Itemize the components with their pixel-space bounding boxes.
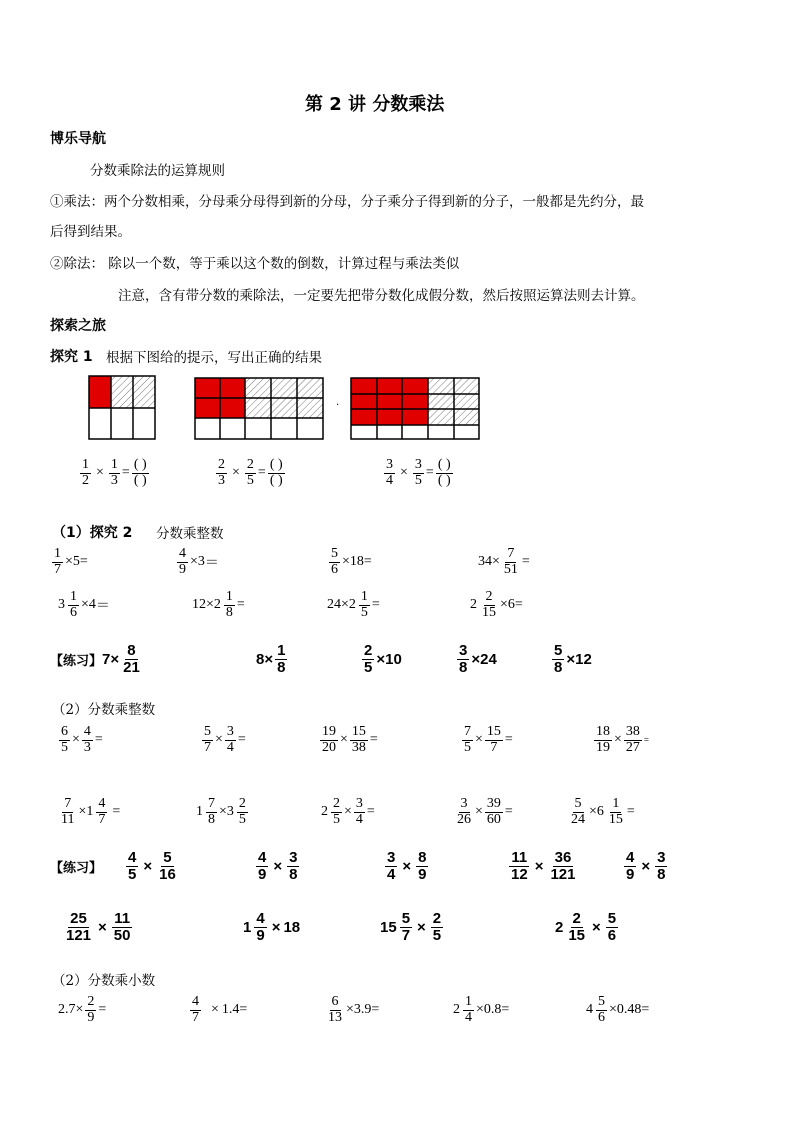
problem: $\frac{19}{20}$ × $\frac{15}{38}$ = bbox=[322, 724, 378, 755]
section-heading-guide: 博乐导航 bbox=[50, 131, 106, 147]
problem: $\frac{1}{7}$ × 5 = bbox=[54, 546, 88, 577]
rule-division: ②除法： 除以一个数，等于乘以这个数的倒数，计算过程与乘法类似 bbox=[50, 256, 460, 272]
problem: $\frac{5}{6}$ × 18 = bbox=[331, 546, 372, 577]
section1-label: （1）探究 2 bbox=[52, 525, 133, 541]
problem: $\frac{4}{9}$ × 3 ＝ bbox=[179, 546, 219, 577]
problem: $\frac{3}{4}$ × $\frac{8}{9}$ bbox=[387, 849, 427, 883]
problem: 1 $\frac{7}{8}$ × 3 $\frac{2}{5}$ bbox=[196, 796, 246, 827]
problem: $\frac{5}{8}$ × 12 bbox=[554, 642, 592, 676]
problem: $\frac{5}{24}$ × 6 $\frac{1}{15}$ = bbox=[571, 796, 635, 827]
problem: 4 $\frac{5}{6}$ × 0.48 = bbox=[586, 994, 650, 1025]
problem: $\frac{6}{13}$ × 3.9 = bbox=[328, 994, 380, 1025]
problem: 24 × 2 $\frac{1}{5}$ = bbox=[327, 589, 380, 620]
problem: $\frac{11}{12}$ × $\frac{36}{121}$ bbox=[511, 849, 576, 883]
section2-label: （2）分数乘整数 bbox=[52, 702, 156, 718]
problem: $\frac{18}{19}$ × $\frac{38}{27}$ = bbox=[596, 724, 649, 755]
problem: $\frac{5}{7}$ × $\frac{3}{4}$ = bbox=[204, 724, 246, 755]
fraction-grid-3 bbox=[350, 377, 482, 441]
problem: 2 $\frac{2}{5}$ × $\frac{3}{4}$ = bbox=[321, 796, 375, 827]
problem: 8 × $\frac{1}{8}$ bbox=[256, 642, 286, 676]
explore1-text: 根据下图给的提示，写出正确的结果 bbox=[106, 350, 322, 366]
problem: 1 $\frac{4}{9}$ × 18 bbox=[243, 910, 301, 944]
problem: $\frac{4}{9}$ × $\frac{3}{8}$ bbox=[258, 849, 298, 883]
grid-equation-2: $\frac{2}{3}$ × $\frac{2}{5}$ = $\frac{( )}{( )}$ bbox=[218, 457, 283, 488]
grid-equation-1: $\frac{1}{2}$ × $\frac{1}{3}$ = $\frac{( )}{( )}$ bbox=[82, 457, 147, 488]
problem: $\frac{25}{121}$ × $\frac{11}{50}$ bbox=[66, 910, 131, 944]
problem: 2.7 × $\frac{2}{9}$ = bbox=[58, 994, 107, 1025]
rule-note: 注意，含有带分数的乘除法，一定要先把带分数化成假分数，然后按照运算法则去计算。 bbox=[118, 288, 645, 304]
section-heading-explore: 探索之旅 bbox=[50, 318, 106, 334]
problem: 2 $\frac{2}{15}$ × $\frac{5}{6}$ bbox=[555, 910, 617, 944]
problem: 2 $\frac{2}{15}$ × 6 = bbox=[470, 589, 523, 620]
problem: $\frac{6}{5}$ × $\frac{4}{3}$ = bbox=[61, 724, 103, 755]
rule-multiplication: ①乘法：两个分数相乘，分母乘分母得到新的分母，分子乘分子得到新的分子，一般都是先约分，最 bbox=[50, 194, 644, 210]
problem: 15 $\frac{5}{7}$ × $\frac{2}{5}$ bbox=[380, 910, 442, 944]
rules-intro: 分数乘除法的运算规则 bbox=[90, 163, 225, 179]
problem: $\frac{2}{5}$ × 10 bbox=[364, 642, 402, 676]
problem: $\frac{4}{7}$ × 1.4 = bbox=[192, 994, 248, 1025]
grid-equation-3: $\frac{3}{4}$ × $\frac{3}{5}$ = $\frac{( )}{( )}$ bbox=[386, 457, 451, 488]
fraction-grid-2 bbox=[194, 377, 326, 441]
section1-text: 分数乘整数 bbox=[156, 526, 224, 542]
problem: $\frac{3}{8}$ × 24 bbox=[459, 642, 497, 676]
answer-blank[interactable]: $\frac{( )}{( )}$ bbox=[437, 457, 451, 488]
problem: 2 $\frac{1}{4}$ × 0.8 = bbox=[453, 994, 510, 1025]
fraction-grid-1 bbox=[88, 375, 158, 441]
problem: 12 × 2 $\frac{1}{8}$ = bbox=[192, 589, 245, 620]
problem: $\frac{7}{5}$ × $\frac{15}{7}$ = bbox=[464, 724, 513, 755]
problem: $\frac{3}{26}$ × $\frac{39}{60}$ = bbox=[457, 796, 513, 827]
problem: $\frac{7}{11}$ × 1 $\frac{4}{7}$ = bbox=[61, 796, 121, 827]
problem: 34 × $\frac{7}{51}$ = bbox=[478, 546, 530, 577]
rule-multiplication-cont: 后得到结果。 bbox=[50, 224, 131, 240]
answer-blank[interactable]: $\frac{( )}{( )}$ bbox=[133, 457, 147, 488]
section3-label: （2）分数乘小数 bbox=[52, 973, 156, 989]
problem: $\frac{4}{9}$ × $\frac{3}{8}$ bbox=[626, 849, 666, 883]
page-title: 第 2 讲 分数乘法 bbox=[305, 94, 445, 115]
practice-row-2: 【练习】 $\frac{4}{5}$ × $\frac{5}{16}$ bbox=[50, 849, 176, 883]
answer-blank[interactable]: $\frac{( )}{( )}$ bbox=[269, 457, 283, 488]
problem: 3 $\frac{1}{6}$ × 4 ＝ bbox=[58, 589, 110, 620]
explore1-label: 探究 1 bbox=[50, 349, 93, 365]
practice-row-1: 【练习】 7 × $\frac{8}{21}$ bbox=[50, 642, 140, 676]
